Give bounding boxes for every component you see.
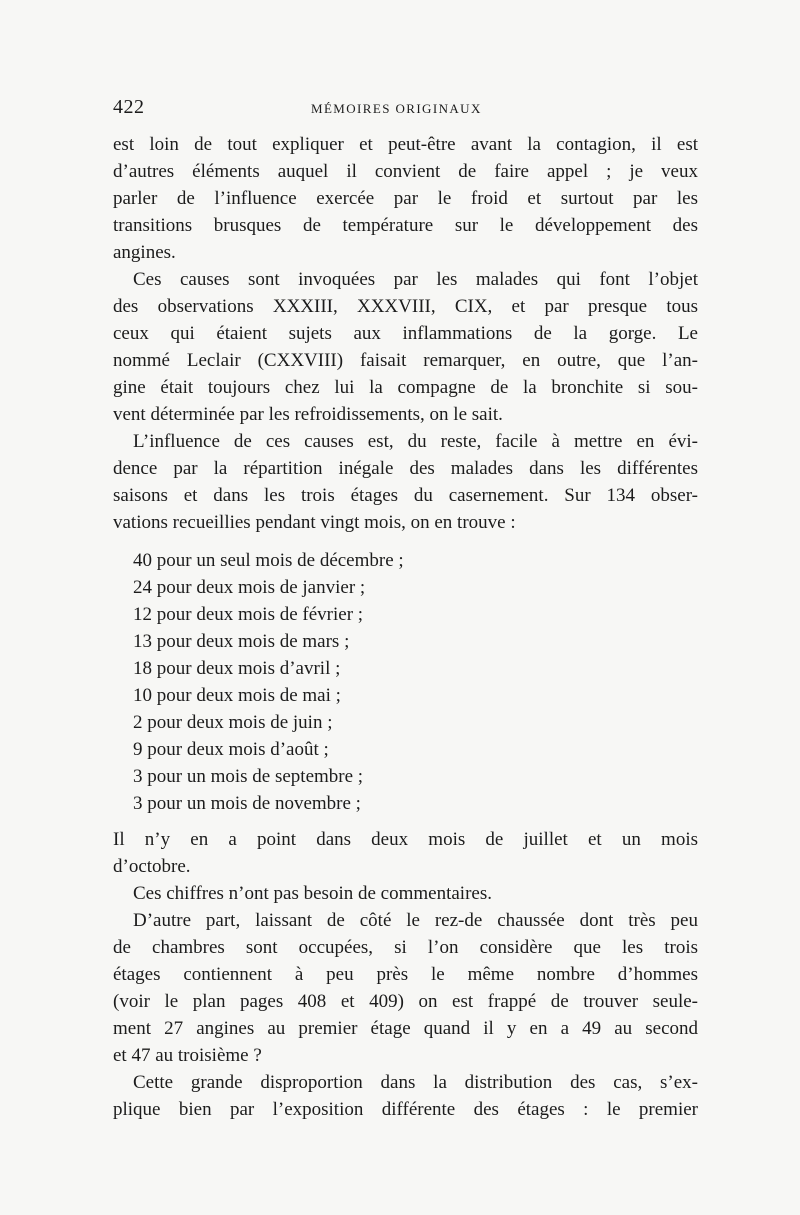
text-line: parler de l’influence exercée par le froid et surtout par les: [113, 188, 698, 209]
text-line: D’autre part, laissant de côté le rez-de chaussée dont très peu: [133, 910, 698, 931]
text-line: plique bien par l’exposition différente des étages : le premier: [113, 1099, 698, 1120]
page-header: [113, 96, 698, 126]
text-line: saisons et dans les trois étages du casernement. Sur 134 obser-: [113, 485, 698, 506]
month-count-item: 12 pour deux mois de février ;: [133, 604, 364, 625]
paragraph-4: [113, 826, 698, 880]
text-line: dence par la répartition inégale des malades dans les différentes: [113, 458, 698, 479]
text-line: d’autres éléments auquel il convient de faire appel ; je veux: [113, 161, 698, 182]
text-line: nommé Leclair (CXXVIII) faisait remarquer, en outre, que l’an-: [113, 350, 698, 371]
text-line: est loin de tout expliquer et peut-être avant la contagion, il est: [113, 134, 698, 155]
month-count-item: 40 pour un seul mois de décembre ;: [133, 550, 404, 571]
month-count-list: [113, 547, 698, 817]
month-count-item: 18 pour deux mois d’avril ;: [133, 658, 341, 679]
paragraph-2: [113, 266, 698, 428]
text-line: gine était toujours chez lui la compagne de la bronchite si sou-: [113, 377, 698, 398]
text-line: et 47 au troisième ?: [113, 1045, 262, 1066]
month-count-item: 13 pour deux mois de mars ;: [133, 631, 350, 652]
page-number: 422: [113, 96, 145, 118]
text-line: des observations XXXIII, XXXVIII, CIX, et par presque tous: [113, 296, 698, 317]
text-line: Il n’y en a point dans deux mois de juillet et un mois: [113, 829, 698, 850]
text-line: Ces chiffres n’ont pas besoin de commentaires.: [133, 883, 492, 904]
text-line: angines.: [113, 242, 176, 263]
text-line: (voir le plan pages 408 et 409) on est frappé de trouver seule-: [113, 991, 698, 1012]
text-line: ceux qui étaient sujets aux inflammations de la gorge. Le: [113, 323, 698, 344]
body-text: [113, 131, 698, 1123]
month-count-item: 24 pour deux mois de janvier ;: [133, 577, 366, 598]
paragraph-6: [113, 907, 698, 1069]
month-count-item: 9 pour deux mois d’août ;: [133, 739, 329, 760]
text-line: transitions brusques de température sur le développement des: [113, 215, 698, 236]
month-count-item: 10 pour deux mois de mai ;: [133, 685, 341, 706]
month-count-item: 3 pour un mois de novembre ;: [133, 793, 361, 814]
paragraph-5: [113, 880, 698, 907]
text-line: Ces causes sont invoquées par les malades qui font l’objet: [133, 269, 698, 290]
text-line: de chambres sont occupées, si l’on considère que les trois: [113, 937, 698, 958]
text-line: vations recueillies pendant vingt mois, on en trouve :: [113, 512, 516, 533]
text-line: Cette grande disproportion dans la distribution des cas, s’ex-: [133, 1072, 698, 1093]
paragraph-7: [113, 1069, 698, 1123]
paragraph-3: [113, 428, 698, 536]
text-line: ment 27 angines au premier étage quand il y en a 49 au second: [113, 1018, 698, 1039]
text-line: vent déterminée par les refroidissements, on le sait.: [113, 404, 503, 425]
paragraph-1: [113, 131, 698, 266]
text-line: L’influence de ces causes est, du reste, facile à mettre en évi-: [133, 431, 698, 452]
running-title: MÉMOIRES ORIGINAUX: [311, 101, 482, 116]
month-count-item: 3 pour un mois de septembre ;: [133, 766, 364, 787]
month-count-item: 2 pour deux mois de juin ;: [133, 712, 333, 733]
text-line: étages contiennent à peu près le même nombre d’hommes: [113, 964, 698, 985]
text-line: d’octobre.: [113, 856, 191, 877]
